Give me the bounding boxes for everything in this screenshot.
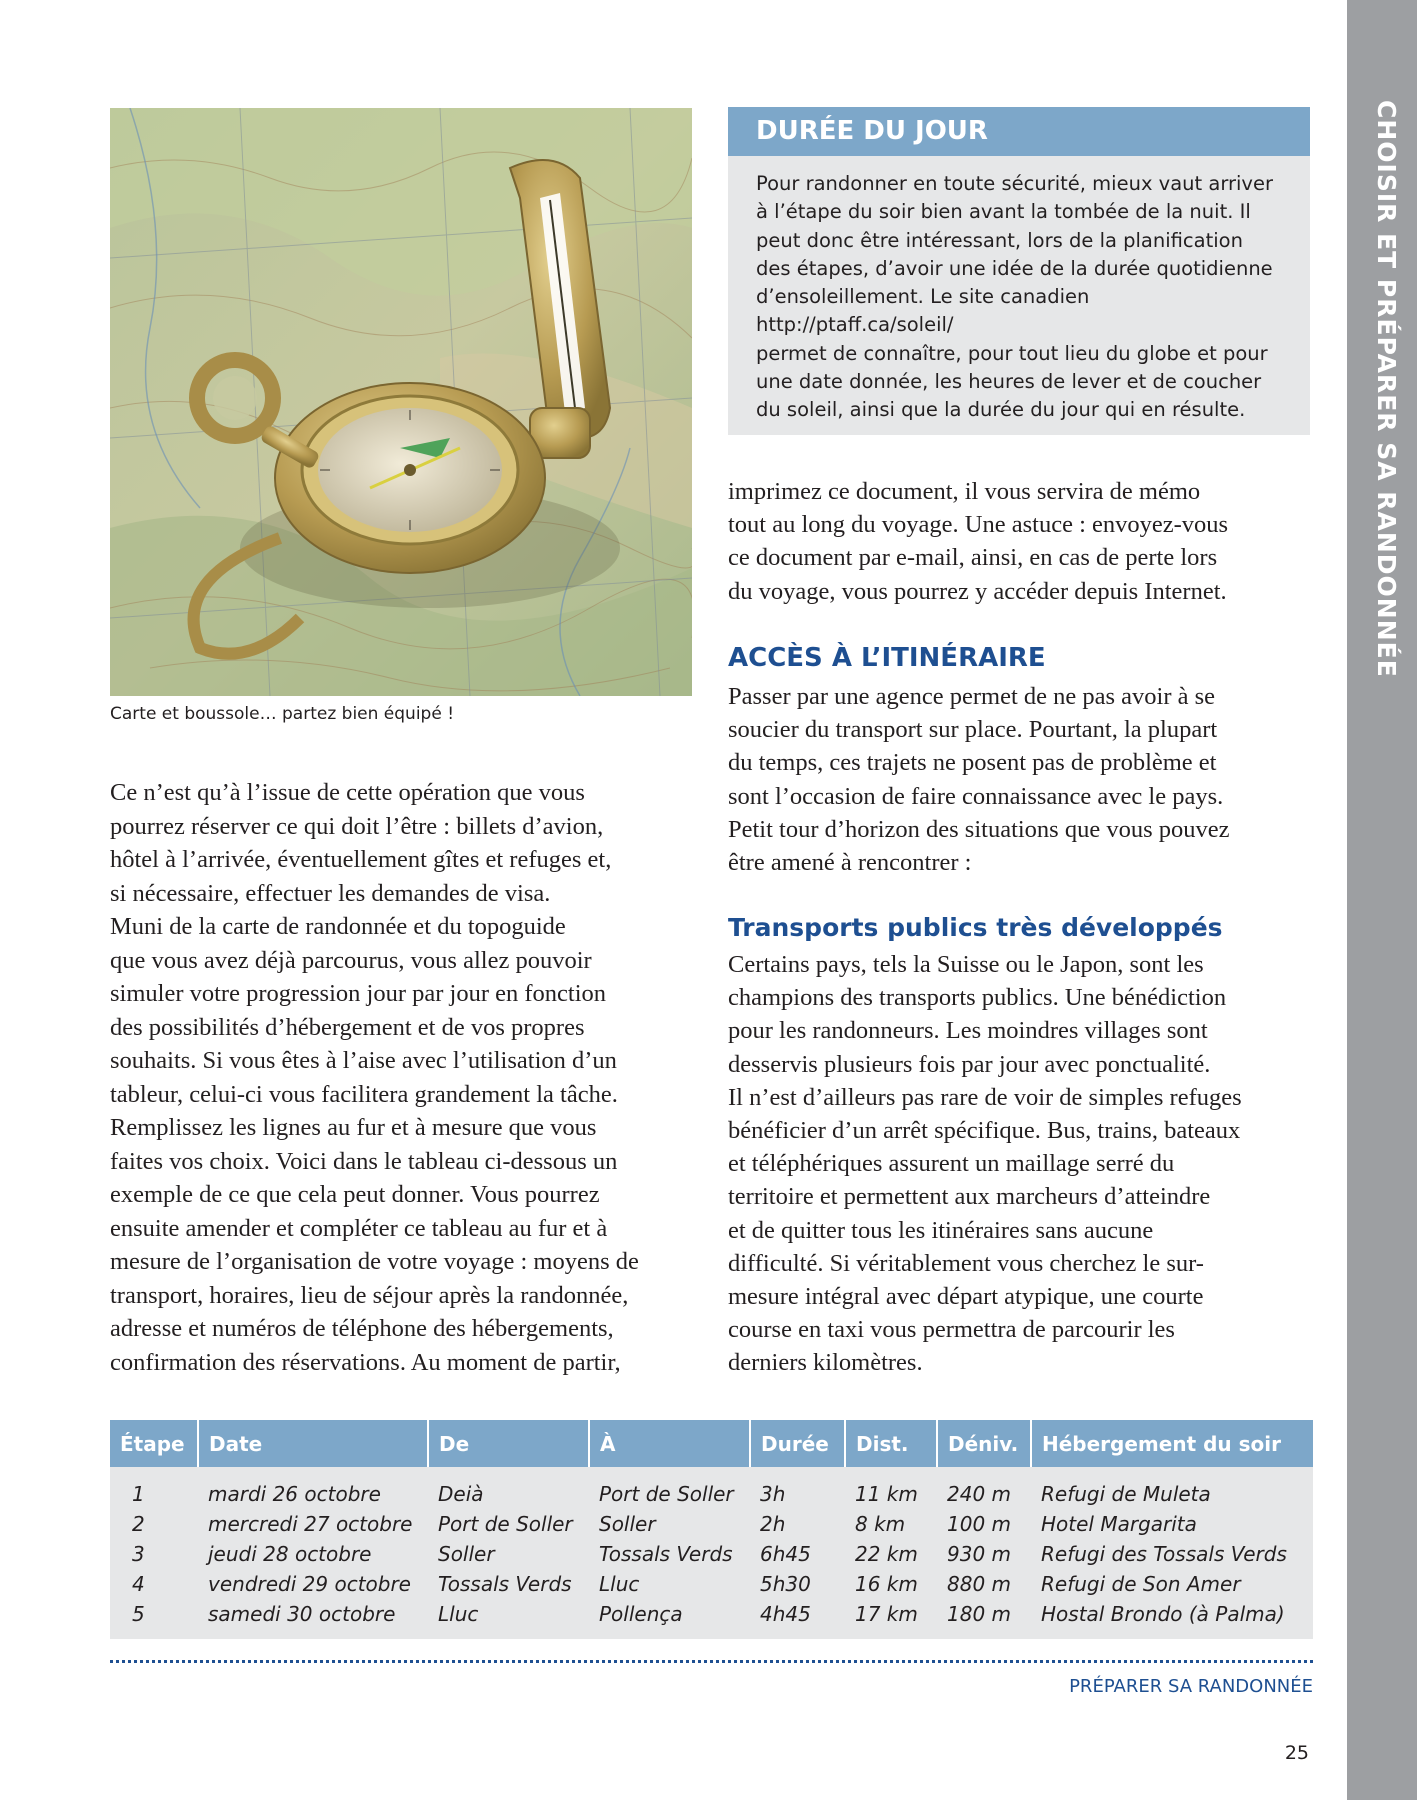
acces-text (728, 680, 1318, 879)
table-cell: Port de Soller (428, 1509, 589, 1539)
table-cell: 930 m (937, 1539, 1031, 1569)
text-line: transport, horaires, lieu de séjour après la randonnée, (110, 1281, 629, 1309)
text-line: difficulté. Si véritablement vous cherchez le sur- (728, 1249, 1204, 1277)
text-line: du voyage, vous pourrez y accéder depuis Internet. (728, 577, 1227, 605)
table-cell: Refugi de Muleta (1031, 1467, 1313, 1509)
table-cell: mardi 26 octobre (198, 1467, 428, 1509)
table-cell: 4 (110, 1569, 198, 1599)
text-line: pour les randonneurs. Les moindres villages sont (728, 1017, 1208, 1045)
text-line: derniers kilomètres. (728, 1349, 923, 1377)
text-line: bénéficier d’un arrêt spécifique. Bus, trains, bateaux (728, 1117, 1241, 1145)
text-line: pourrez réserver ce qui doit l’être : billets d’avion, (110, 812, 604, 840)
table-cell: Lluc (428, 1599, 589, 1639)
table-cell: Pollença (589, 1599, 750, 1639)
table-cell: 22 km (845, 1539, 937, 1569)
table-cell: Port de Soller (589, 1467, 750, 1509)
text-line: adresse et numéros de téléphone des hébergements, (110, 1315, 614, 1342)
header-a: À (589, 1420, 750, 1467)
text-line: peut donc être intéressant, lors de la planification (756, 228, 1243, 252)
table-cell: 3h (750, 1467, 845, 1509)
header-deniv: Déniv. (937, 1420, 1031, 1467)
text-line: Muni de la carte de randonnée et du topoguide (110, 913, 566, 940)
table-cell: 2h (750, 1509, 845, 1539)
text-line: à l’étape du soir bien avant la tombée de la nuit. Il (756, 200, 1251, 224)
footer-section-label: PRÉPARER SA RANDONNÉE (1069, 1676, 1313, 1697)
table-cell: samedi 30 octobre (198, 1599, 428, 1639)
table-cell: 11 km (845, 1467, 937, 1509)
header-duree: Durée (750, 1420, 845, 1467)
table-cell: mercredi 27 octobre (198, 1509, 428, 1539)
text-line: desservis plusieurs fois par jour avec ponctualité. (728, 1050, 1211, 1078)
table-cell: 1 (110, 1467, 198, 1509)
table-cell: 180 m (937, 1599, 1031, 1639)
text-line: du soleil, ainsi que la durée du jour qui en résulte. (756, 398, 1246, 422)
text-line: Ce n’est qu’à l’issue de cette opération que vous (110, 779, 585, 806)
header-hebergement: Hébergement du soir (1031, 1420, 1313, 1467)
table-cell: Tossals Verds (589, 1539, 750, 1569)
table-row (110, 1599, 1313, 1639)
page-number: 25 (1284, 1742, 1309, 1764)
table-cell: Lluc (589, 1569, 750, 1599)
text-line: Il n’est d’ailleurs pas rare de voir de simples refuges (728, 1083, 1242, 1111)
text-line: Remplissez les lignes au fur et à mesure que vous (110, 1114, 597, 1141)
text-line: que vous avez déjà parcourus, vous allez pouvoir (110, 946, 592, 974)
text-line: ensuite amender et compléter ce tableau au fur et à (110, 1214, 608, 1242)
table-cell: 880 m (937, 1569, 1031, 1599)
table-row (110, 1539, 1313, 1569)
text-line: champions des transports publics. Une bénédiction (728, 984, 1227, 1012)
text-line: souhaits. Si vous êtes à l’aise avec l’utilisation d’un (110, 1047, 617, 1074)
itinerary-table (110, 1420, 1313, 1639)
table-cell: Tossals Verds (428, 1569, 589, 1599)
text-line: mesure intégral avec départ atypique, une courte (728, 1283, 1204, 1311)
table-cell: 5h30 (750, 1569, 845, 1599)
text-line: Passer par une agence permet de ne pas avoir à se (728, 683, 1216, 710)
table-cell: 8 km (845, 1509, 937, 1539)
text-line: course en taxi vous permettra de parcourir les (728, 1316, 1175, 1344)
header-dist: Dist. (845, 1420, 937, 1467)
text-line: et de quitter tous les itinéraires sans aucune (728, 1216, 1154, 1244)
text-line: et téléphériques assurent un maillage serré du (728, 1150, 1175, 1178)
text-line: ce document par e-mail, ainsi, en cas de perte lors (728, 544, 1218, 572)
table-cell: 3 (110, 1539, 198, 1569)
text-line: Pour randonner en toute sécurité, mieux vaut arriver (756, 172, 1273, 195)
text-line: imprimez ce document, il vous servira de mémo (728, 478, 1201, 505)
text-line: hôtel à l’arrivée, éventuellement gîtes et refuges et, (110, 846, 612, 873)
header-de: De (428, 1420, 589, 1467)
header-date: Date (198, 1420, 428, 1467)
table-row (110, 1509, 1313, 1539)
table-row (110, 1467, 1313, 1509)
heading-acces-itineraire: ACCÈS À L’ITINÉRAIRE (728, 643, 1046, 673)
text-line: Petit tour d’horizon des situations que vous pouvez (728, 815, 1230, 843)
text-line: faites vos choix. Voici dans le tableau ci-dessous un (110, 1147, 618, 1175)
text-line: d’ensoleillement. Le site canadien http://ptaff.ca/soleil/ (756, 285, 1090, 337)
header-etape: Étape (110, 1420, 198, 1467)
table-cell: 240 m (937, 1467, 1031, 1509)
text-line: simuler votre progression jour par jour en fonction (110, 980, 607, 1007)
text-line: des possibilités d’hébergement et de vos propres (110, 1013, 585, 1041)
table-cell: 4h45 (750, 1599, 845, 1639)
table-cell: Deià (428, 1467, 589, 1509)
table-cell: 16 km (845, 1569, 937, 1599)
text-line: permet de connaître, pour tout lieu du globe et pour (756, 341, 1268, 365)
heading-transports-publics: Transports publics très développés (728, 913, 1223, 942)
text-line: exemple de ce que cela peut donner. Vous pourrez (110, 1181, 600, 1208)
text-line: mesure de l’organisation de votre voyage : moyens de (110, 1248, 639, 1275)
table-cell: Hostal Brondo (à Palma) (1031, 1599, 1313, 1639)
info-box-duree-du-jour (728, 107, 1310, 435)
text-line: une date donnée, les heures de lever et de coucher (756, 370, 1262, 394)
text-line: soucier du transport sur place. Pourtant, la plupart (728, 716, 1218, 744)
left-column-text (110, 776, 710, 1379)
info-box-body (728, 156, 1310, 425)
table-header-row (110, 1420, 1313, 1467)
text-line: être amené à rencontrer : (728, 849, 972, 877)
text-line: territoire et permettent aux marcheurs d’atteindre (728, 1183, 1211, 1211)
table-cell: vendredi 29 octobre (198, 1569, 428, 1599)
info-box-title: DURÉE DU JOUR (728, 107, 1310, 156)
table-cell: 5 (110, 1599, 198, 1639)
transports-text (728, 948, 1318, 1380)
table-cell: Soller (428, 1539, 589, 1569)
text-line: si nécessaire, effectuer les demandes de visa. (110, 879, 551, 907)
right-continuation-text (728, 475, 1318, 608)
table-cell: Hotel Margarita (1031, 1509, 1313, 1539)
photo-caption: Carte et boussole… partez bien équipé ! (110, 704, 455, 724)
footer-divider (110, 1660, 1313, 1663)
table-row (110, 1569, 1313, 1599)
text-line: des étapes, d’avoir une idée de la durée quotidienne (756, 256, 1273, 280)
text-line: sont l’occasion de faire connaissance avec le pays. (728, 782, 1224, 810)
text-line: du temps, ces trajets ne posent pas de problème et (728, 749, 1217, 777)
text-line: Certains pays, tels la Suisse ou le Japon, sont les (728, 951, 1204, 978)
text-line: confirmation des réservations. Au moment de partir, (110, 1348, 621, 1376)
table-cell: 2 (110, 1509, 198, 1539)
text-line: tableur, celui-ci vous facilitera grandement la tâche. (110, 1080, 618, 1108)
table-cell: 6h45 (750, 1539, 845, 1569)
photo-map-compass (110, 108, 692, 696)
text-line: tout au long du voyage. Une astuce : envoyez-vous (728, 511, 1229, 539)
side-tab-label: CHOISIR ET PRÉPARER SA RANDONNÉE (1372, 100, 1401, 678)
table-cell: 17 km (845, 1599, 937, 1639)
table-cell: Refugi de Son Amer (1031, 1569, 1313, 1599)
table-cell: Refugi des Tossals Verds (1031, 1539, 1313, 1569)
table-cell: Soller (589, 1509, 750, 1539)
table-cell: 100 m (937, 1509, 1031, 1539)
table-cell: jeudi 28 octobre (198, 1539, 428, 1569)
